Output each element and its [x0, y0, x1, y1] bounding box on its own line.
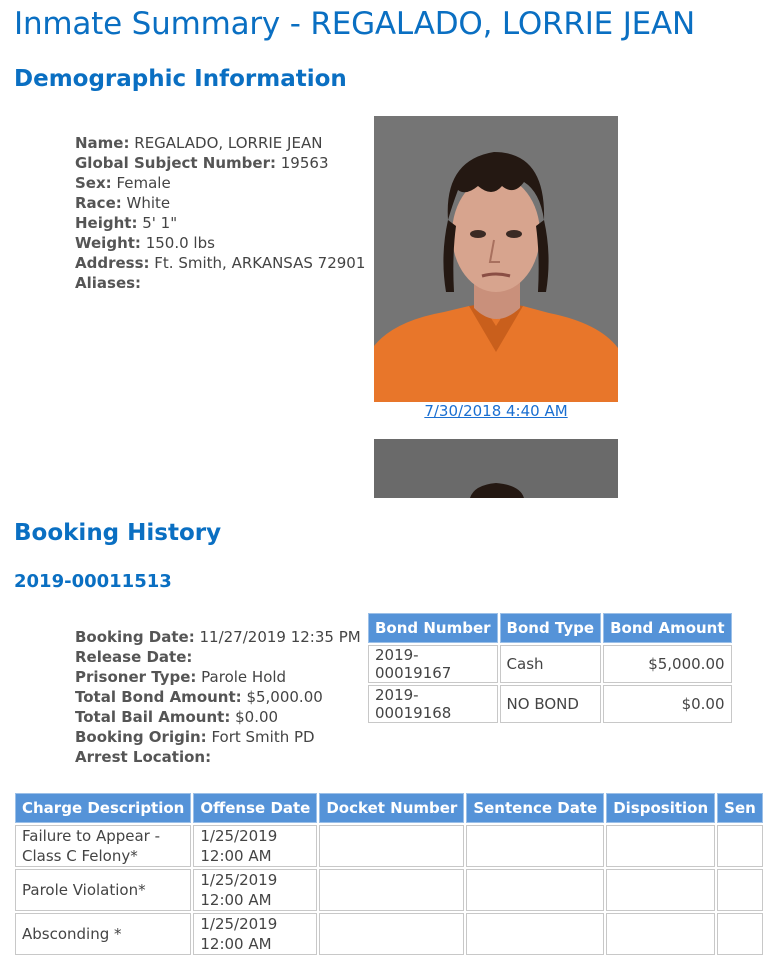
sentence-cell [717, 913, 763, 955]
demographic-heading: Demographic Information [14, 66, 347, 92]
charge-description-header[interactable]: Charge Description [15, 793, 191, 823]
bond-table [366, 611, 734, 725]
info-row-total-bail-amount: Total Bail Amount: $0.00 [75, 708, 279, 726]
booking-number: 2019-00011513 [14, 571, 172, 592]
sentence-date-cell [466, 869, 604, 911]
info-row-booking-date: Booking Date: 11/27/2019 12:35 PM [75, 628, 361, 646]
bond-table-header-row [368, 613, 732, 643]
bond-amount-cell: $5,000.00 [603, 645, 731, 683]
bond-amount-header[interactable]: Bond Amount [603, 613, 731, 643]
sentence-cell [717, 869, 763, 911]
bond-type-cell: Cash [500, 645, 602, 683]
mugshot-date-link[interactable]: 7/30/2018 4:40 AM [424, 402, 568, 420]
docket-number-cell [319, 825, 464, 867]
info-row-release-date: Release Date: [75, 648, 193, 666]
table-row [15, 825, 763, 867]
sentence-header[interactable]: Sen [717, 793, 763, 823]
info-row-total-bond-amount: Total Bond Amount: $5,000.00 [75, 688, 323, 706]
info-row-arrest-location: Arrest Location: [75, 748, 212, 766]
page-title: Inmate Summary - REGALADO, LORRIE JEAN [14, 6, 696, 42]
booking-history-heading: Booking History [14, 520, 222, 546]
docket-number-cell [319, 869, 464, 911]
info-row-aliases: Aliases: [75, 274, 142, 292]
charge-table [13, 791, 765, 957]
table-row [368, 685, 732, 723]
booking-info-list [75, 627, 365, 767]
sentence-cell [717, 825, 763, 867]
docket-number-header[interactable]: Docket Number [319, 793, 464, 823]
bond-type-header[interactable]: Bond Type [500, 613, 602, 643]
info-row-sex: Sex: Female [75, 174, 171, 192]
table-row [368, 645, 732, 683]
bond-number-cell: 2019-00019167 [368, 645, 498, 683]
charge-table-header-row [15, 793, 763, 823]
demographic-info-list [75, 133, 365, 293]
disposition-cell [606, 869, 715, 911]
offense-date-header[interactable]: Offense Date [193, 793, 317, 823]
info-row-height: Height: 5' 1" [75, 214, 178, 232]
disposition-cell [606, 825, 715, 867]
sentence-date-cell [466, 913, 604, 955]
charge-description-cell: Failure to Appear - Class C Felony* [15, 825, 191, 867]
table-row [15, 913, 763, 955]
sentence-date-header[interactable]: Sentence Date [466, 793, 604, 823]
info-row-booking-origin: Booking Origin: Fort Smith PD [75, 728, 315, 746]
offense-date-cell: 1/25/2019 12:00 AM [193, 825, 317, 867]
sentence-date-cell [466, 825, 604, 867]
bond-number-header[interactable]: Bond Number [368, 613, 498, 643]
charge-table-viewport [0, 780, 756, 953]
mugshot-photo[interactable] [374, 116, 618, 402]
charge-description-cell: Parole Violation* [15, 869, 191, 911]
offense-date-cell: 1/25/2019 12:00 AM [193, 913, 317, 955]
disposition-cell [606, 913, 715, 955]
disposition-header[interactable]: Disposition [606, 793, 715, 823]
charge-description-cell: Absconding * [15, 913, 191, 955]
bond-type-cell: NO BOND [500, 685, 602, 723]
info-row-global-subject-number: Global Subject Number: 19563 [75, 154, 329, 172]
table-row [15, 869, 763, 911]
info-row-name: Name: REGALADO, LORRIE JEAN [75, 134, 323, 152]
info-row-address: Address: Ft. Smith, ARKANSAS 72901 [75, 254, 366, 272]
bond-number-cell: 2019-00019168 [368, 685, 498, 723]
bond-amount-cell: $0.00 [603, 685, 731, 723]
mugshot-photo-secondary[interactable] [374, 439, 618, 498]
info-row-prisoner-type: Prisoner Type: Parole Hold [75, 668, 287, 686]
offense-date-cell: 1/25/2019 12:00 AM [193, 869, 317, 911]
info-row-race: Race: White [75, 194, 171, 212]
docket-number-cell [319, 913, 464, 955]
info-row-weight: Weight: 150.0 lbs [75, 234, 215, 252]
